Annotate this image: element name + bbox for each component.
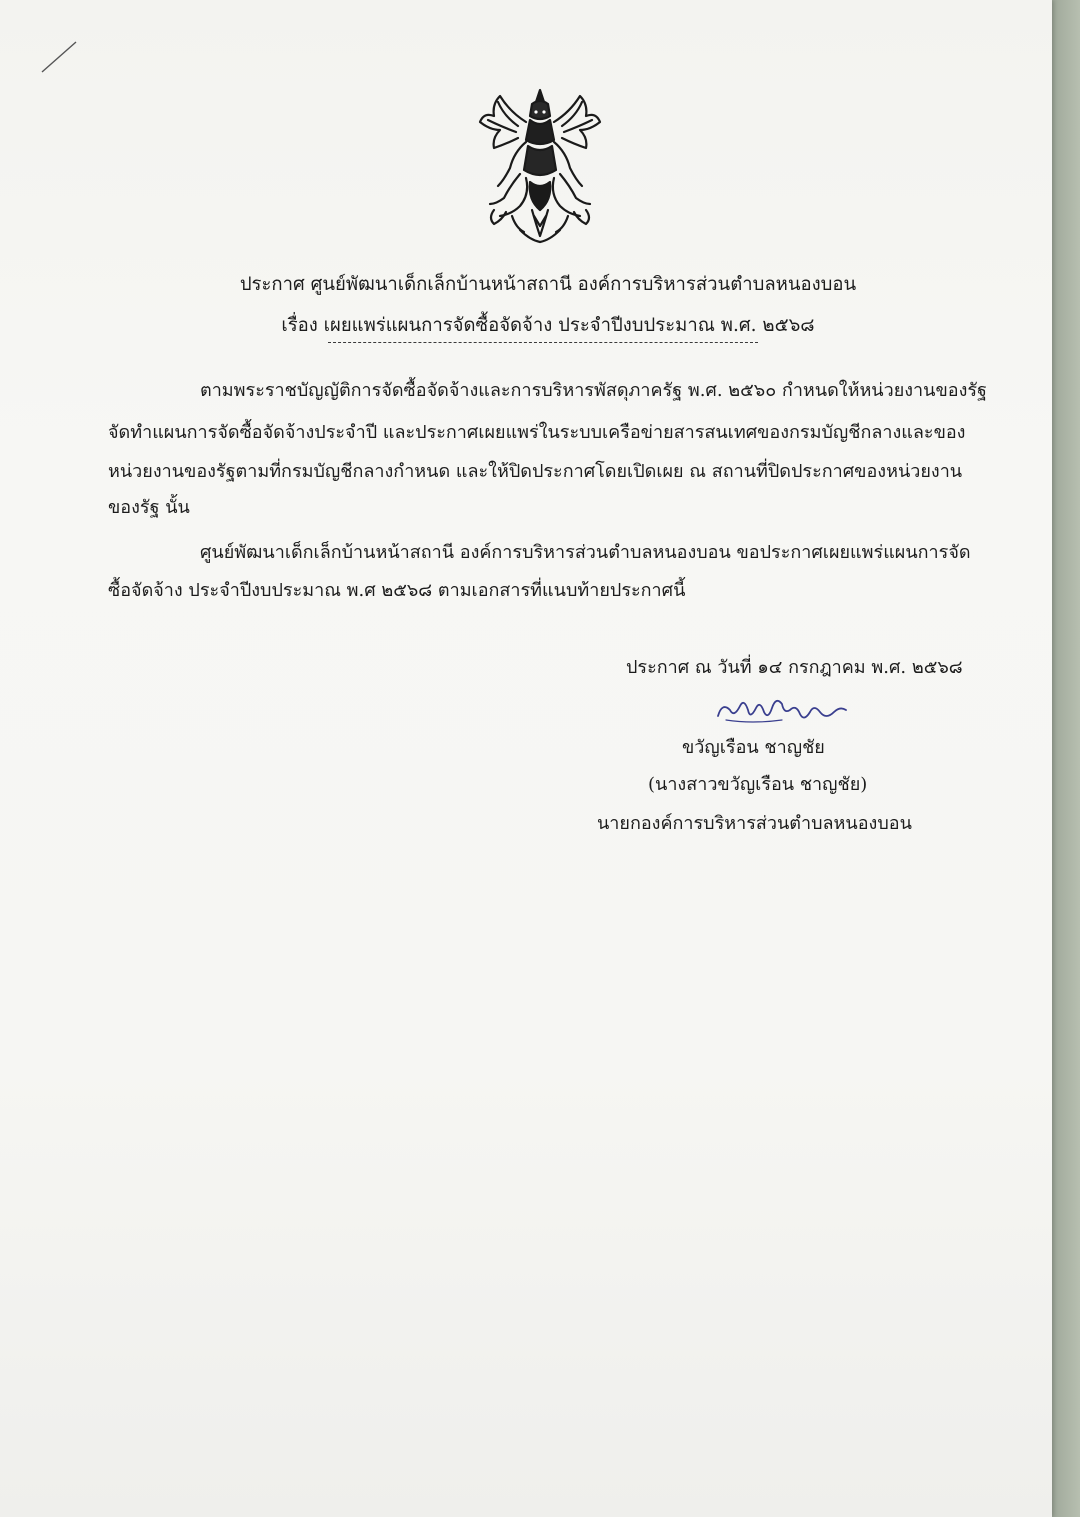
paragraph-1-line-4: ของรัฐ นั้น [108,497,190,518]
background-surface [1052,0,1080,1517]
signer-full-name: (นางสาวขวัญเรือน ชาญชัย) [648,774,868,795]
paragraph-1-line-1: ตามพระราชบัญญัติการจัดซื้อจัดจ้างและการบริหารพัสดุภาครัฐ พ.ศ. ๒๕๖๐ กำหนดให้หน่วยงานของรัฐ [200,380,987,401]
title-divider [328,342,758,343]
paragraph-1-line-3: หน่วยงานของรัฐตามที่กรมบัญชีกลางกำหนด และให้ปิดประกาศโดยเปิดเผย ณ สถานที่ปิดประกาศของหน่วยงาน [108,461,963,482]
signer-position: นายกองค์การบริหารส่วนตำบลหนองบอน [597,813,912,834]
announcement-title: ประกาศ ศูนย์พัฒนาเด็กเล็กบ้านหน้าสถานี องค์การบริหารส่วนตำบลหนองบอน [239,274,857,295]
announcement-subject: เรื่อง เผยแพร่แผนการจัดซื้อจัดจ้าง ประจำปีงบประมาณ พ.ศ. ๒๕๖๘ [281,315,815,336]
paragraph-1-line-2: จัดทำแผนการจัดซื้อจัดจ้างประจำปี และประกาศเผยแพร่ในระบบเครือข่ายสารสนเทศของกรมบัญชีกลางและของ [108,422,966,443]
announcement-date: ประกาศ ณ วันที่ ๑๔ กรกฎาคม พ.ศ. ๒๕๖๘ [626,657,963,678]
pencil-mark [40,38,80,78]
garuda-emblem-icon [470,82,610,247]
signature [712,690,852,730]
signer-name: ขวัญเรือน ชาญชัย [682,737,825,758]
paragraph-2-line-2: ซื้อจัดจ้าง ประจำปีงบประมาณ พ.ศ ๒๕๖๘ ตามเอกสารที่แนบท้ายประกาศนี้ [108,580,686,601]
paragraph-2-line-1: ศูนย์พัฒนาเด็กเล็กบ้านหน้าสถานี องค์การบริหารส่วนตำบลหนองบอน ขอประกาศเผยแพร่แผนการจัด [200,542,971,563]
